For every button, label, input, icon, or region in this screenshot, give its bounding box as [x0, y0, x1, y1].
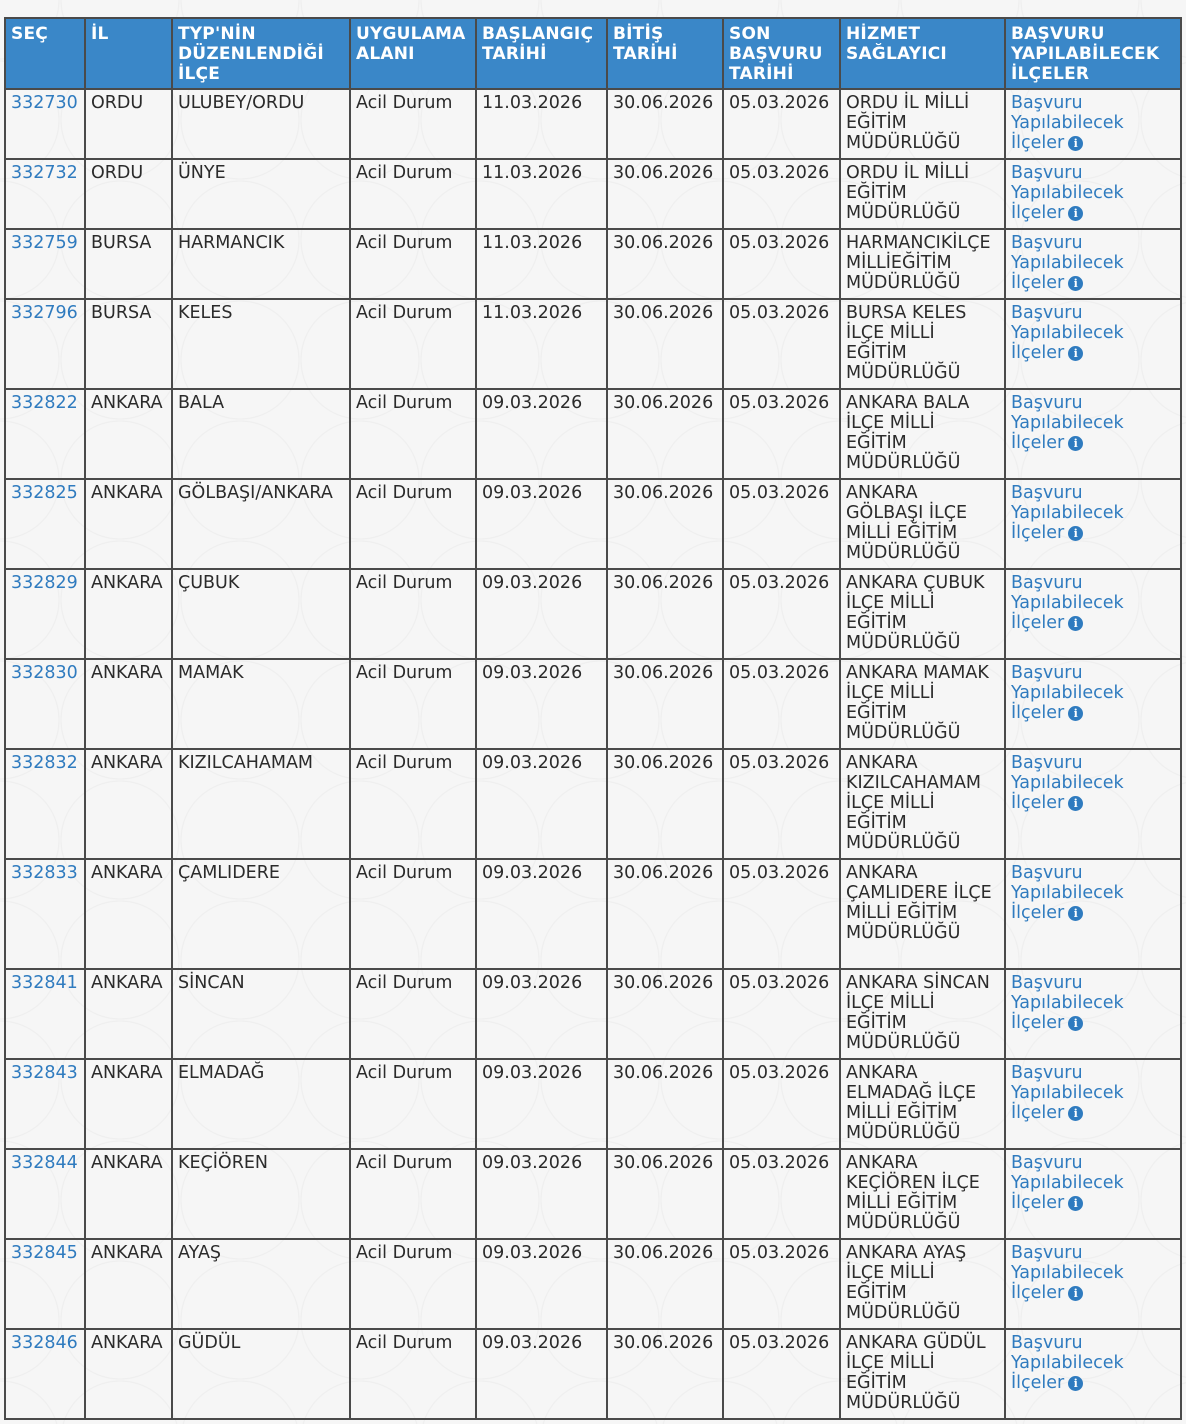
cell-bitis-tarihi: 30.06.2026 [607, 229, 723, 299]
header-il[interactable]: İL [85, 18, 172, 89]
cell-ilce: AYAŞ [172, 1239, 350, 1329]
cell-son-basvuru-tarihi: 05.03.2026 [723, 159, 840, 229]
cell-hizmet-saglayici: BURSA KELES İLÇE MİLLİ EĞİTİM MÜDÜRLÜĞÜ [840, 299, 1005, 389]
basvuru-ilceler-link[interactable] [1011, 483, 1124, 543]
cell-basvuru-ilceler [1005, 969, 1181, 1059]
cell-sec [5, 89, 85, 159]
cell-baslangic-tarihi: 09.03.2026 [476, 1239, 607, 1329]
cell-bitis-tarihi: 30.06.2026 [607, 159, 723, 229]
row-id-link[interactable]: 332796 [11, 303, 78, 323]
cell-baslangic-tarihi: 11.03.2026 [476, 89, 607, 159]
cell-baslangic-tarihi: 09.03.2026 [476, 1329, 607, 1419]
cell-basvuru-ilceler [1005, 1329, 1181, 1419]
header-sec[interactable]: SEÇ [5, 18, 85, 89]
cell-son-basvuru-tarihi: 05.03.2026 [723, 299, 840, 389]
cell-hizmet-saglayici: ANKARA MAMAK İLÇE MİLLİ EĞİTİM MÜDÜRLÜĞÜ [840, 659, 1005, 749]
cell-il: BURSA [85, 229, 172, 299]
cell-sec [5, 1239, 85, 1329]
cell-hizmet-saglayici: ORDU İL MİLLİ EĞİTİM MÜDÜRLÜĞÜ [840, 89, 1005, 159]
info-icon[interactable]: i [1068, 436, 1083, 451]
cell-ilce: ÜNYE [172, 159, 350, 229]
typ-listing-table [4, 17, 1182, 1420]
cell-baslangic-tarihi: 09.03.2026 [476, 1059, 607, 1149]
basvuru-ilceler-link[interactable] [1011, 573, 1124, 633]
basvuru-ilceler-link[interactable] [1011, 1243, 1124, 1303]
cell-son-basvuru-tarihi: 05.03.2026 [723, 569, 840, 659]
cell-basvuru-ilceler [1005, 749, 1181, 859]
cell-baslangic-tarihi: 09.03.2026 [476, 389, 607, 479]
cell-il: ANKARA [85, 479, 172, 569]
info-icon[interactable]: i [1068, 616, 1083, 631]
cell-sec [5, 479, 85, 569]
row-id-link[interactable]: 332759 [11, 233, 78, 253]
cell-hizmet-saglayici: ANKARA SİNCAN İLÇE MİLLİ EĞİTİM MÜDÜRLÜĞÜ [840, 969, 1005, 1059]
cell-bitis-tarihi: 30.06.2026 [607, 659, 723, 749]
cell-basvuru-ilceler [1005, 1239, 1181, 1329]
row-id-link[interactable]: 332832 [11, 753, 78, 773]
cell-uygulama-alani: Acil Durum [350, 859, 476, 969]
basvuru-ilceler-label: Başvuru Yapılabilecek İlçeler [1011, 1063, 1124, 1123]
basvuru-ilceler-label: Başvuru Yapılabilecek İlçeler [1011, 1333, 1124, 1393]
cell-uygulama-alani: Acil Durum [350, 1329, 476, 1419]
cell-bitis-tarihi: 30.06.2026 [607, 1329, 723, 1419]
cell-il: ANKARA [85, 389, 172, 479]
header-bitis-tarihi[interactable]: BİTİŞ TARİHİ [607, 18, 723, 89]
row-id-link[interactable]: 332846 [11, 1333, 78, 1353]
cell-bitis-tarihi: 30.06.2026 [607, 389, 723, 479]
cell-hizmet-saglayici: ORDU İL MİLLİ EĞİTİM MÜDÜRLÜĞÜ [840, 159, 1005, 229]
cell-uygulama-alani: Acil Durum [350, 89, 476, 159]
cell-ilce: SİNCAN [172, 969, 350, 1059]
row-id-link[interactable]: 332830 [11, 663, 78, 683]
row-id-link[interactable]: 332829 [11, 573, 78, 593]
row-id-link[interactable]: 332845 [11, 1243, 78, 1263]
cell-basvuru-ilceler [1005, 659, 1181, 749]
cell-hizmet-saglayici: ANKARA BALA İLÇE MİLLİ EĞİTİM MÜDÜRLÜĞÜ [840, 389, 1005, 479]
cell-bitis-tarihi: 30.06.2026 [607, 1239, 723, 1329]
cell-uygulama-alani: Acil Durum [350, 569, 476, 659]
cell-ilce: ÇAMLIDERE [172, 859, 350, 969]
cell-son-basvuru-tarihi: 05.03.2026 [723, 229, 840, 299]
cell-il: ANKARA [85, 659, 172, 749]
cell-hizmet-saglayici: ANKARA ELMADAĞ İLÇE MİLLİ EĞİTİM MÜDÜRLÜĞÜ [840, 1059, 1005, 1149]
cell-il: ANKARA [85, 1059, 172, 1149]
table-row [5, 1329, 1181, 1419]
header-basvuru-ilceler[interactable]: BAŞVURU YAPILABİLECEK İLÇELER [1005, 18, 1181, 89]
cell-uygulama-alani: Acil Durum [350, 479, 476, 569]
cell-son-basvuru-tarihi: 05.03.2026 [723, 1239, 840, 1329]
cell-uygulama-alani: Acil Durum [350, 969, 476, 1059]
cell-son-basvuru-tarihi: 05.03.2026 [723, 479, 840, 569]
cell-il: ANKARA [85, 969, 172, 1059]
cell-bitis-tarihi: 30.06.2026 [607, 749, 723, 859]
cell-son-basvuru-tarihi: 05.03.2026 [723, 969, 840, 1059]
basvuru-ilceler-label: Başvuru Yapılabilecek İlçeler [1011, 393, 1124, 453]
cell-il: ANKARA [85, 749, 172, 859]
row-id-link[interactable]: 332825 [11, 483, 78, 503]
info-icon[interactable]: i [1068, 136, 1083, 151]
cell-hizmet-saglayici: ANKARA ÇAMLIDERE İLÇE MİLLİ EĞİTİM MÜDÜRLÜĞÜ [840, 859, 1005, 969]
cell-son-basvuru-tarihi: 05.03.2026 [723, 859, 840, 969]
cell-son-basvuru-tarihi: 05.03.2026 [723, 89, 840, 159]
cell-baslangic-tarihi: 09.03.2026 [476, 569, 607, 659]
info-icon[interactable]: i [1068, 1196, 1083, 1211]
basvuru-ilceler-link[interactable] [1011, 233, 1124, 293]
table-row [5, 299, 1181, 389]
row-id-link[interactable]: 332822 [11, 393, 78, 413]
header-ilce[interactable]: TYP'NİN DÜZENLENDİĞİ İLÇE [172, 18, 350, 89]
cell-ilce: HARMANCIK [172, 229, 350, 299]
basvuru-ilceler-label: Başvuru Yapılabilecek İlçeler [1011, 753, 1124, 813]
table-row [5, 1059, 1181, 1149]
header-son-basvuru-tarihi[interactable]: SON BAŞVURU TARİHİ [723, 18, 840, 89]
cell-hizmet-saglayici: ANKARA AYAŞ İLÇE MİLLİ EĞİTİM MÜDÜRLÜĞÜ [840, 1239, 1005, 1329]
header-uygulama-alani[interactable]: UYGULAMA ALANI [350, 18, 476, 89]
cell-bitis-tarihi: 30.06.2026 [607, 89, 723, 159]
cell-ilce: KEÇİÖREN [172, 1149, 350, 1239]
cell-sec [5, 229, 85, 299]
info-icon[interactable]: i [1068, 1106, 1083, 1121]
table-header-row [5, 18, 1181, 89]
cell-uygulama-alani: Acil Durum [350, 659, 476, 749]
cell-uygulama-alani: Acil Durum [350, 749, 476, 859]
cell-uygulama-alani: Acil Durum [350, 1239, 476, 1329]
cell-il: ORDU [85, 159, 172, 229]
cell-sec [5, 859, 85, 969]
cell-ilce: KELES [172, 299, 350, 389]
cell-ilce: ÇUBUK [172, 569, 350, 659]
info-icon[interactable]: i [1068, 276, 1083, 291]
cell-sec [5, 389, 85, 479]
cell-uygulama-alani: Acil Durum [350, 229, 476, 299]
cell-baslangic-tarihi: 09.03.2026 [476, 859, 607, 969]
table-row [5, 479, 1181, 569]
cell-il: ANKARA [85, 1239, 172, 1329]
header-baslangic-tarihi[interactable]: BAŞLANGIÇ TARİHİ [476, 18, 607, 89]
row-id-link[interactable]: 332841 [11, 973, 78, 993]
cell-hizmet-saglayici: ANKARA GÖLBAŞI İLÇE MİLLİ EĞİTİM MÜDÜRLÜĞÜ [840, 479, 1005, 569]
cell-son-basvuru-tarihi: 05.03.2026 [723, 1059, 840, 1149]
info-icon[interactable]: i [1068, 1016, 1083, 1031]
cell-ilce: ULUBEY/ORDU [172, 89, 350, 159]
row-id-link[interactable]: 332730 [11, 93, 78, 113]
basvuru-ilceler-label: Başvuru Yapılabilecek İlçeler [1011, 573, 1124, 633]
basvuru-ilceler-label: Başvuru Yapılabilecek İlçeler [1011, 163, 1124, 223]
cell-hizmet-saglayici: HARMANCIKİLÇE MİLLİEĞİTİM MÜDÜRLÜĞÜ [840, 229, 1005, 299]
table-row [5, 89, 1181, 159]
info-icon[interactable]: i [1068, 1286, 1083, 1301]
basvuru-ilceler-label: Başvuru Yapılabilecek İlçeler [1011, 863, 1124, 923]
cell-basvuru-ilceler [1005, 389, 1181, 479]
cell-il: ORDU [85, 89, 172, 159]
cell-baslangic-tarihi: 09.03.2026 [476, 969, 607, 1059]
cell-sec [5, 159, 85, 229]
cell-ilce: BALA [172, 389, 350, 479]
info-icon[interactable]: i [1068, 796, 1083, 811]
basvuru-ilceler-link[interactable] [1011, 1153, 1124, 1213]
cell-basvuru-ilceler [1005, 89, 1181, 159]
cell-basvuru-ilceler [1005, 859, 1181, 969]
row-id-link[interactable]: 332833 [11, 863, 78, 883]
cell-basvuru-ilceler [1005, 569, 1181, 659]
basvuru-ilceler-label: Başvuru Yapılabilecek İlçeler [1011, 303, 1124, 363]
row-id-link[interactable]: 332844 [11, 1153, 78, 1173]
basvuru-ilceler-link[interactable] [1011, 753, 1124, 813]
table-row [5, 659, 1181, 749]
cell-baslangic-tarihi: 09.03.2026 [476, 1149, 607, 1239]
basvuru-ilceler-label: Başvuru Yapılabilecek İlçeler [1011, 233, 1124, 293]
basvuru-ilceler-link[interactable] [1011, 973, 1124, 1033]
info-icon[interactable]: i [1068, 346, 1083, 361]
cell-il: ANKARA [85, 569, 172, 659]
cell-uygulama-alani: Acil Durum [350, 299, 476, 389]
cell-sec [5, 659, 85, 749]
basvuru-ilceler-label: Başvuru Yapılabilecek İlçeler [1011, 1243, 1124, 1303]
info-icon[interactable]: i [1068, 526, 1083, 541]
cell-ilce: GÜDÜL [172, 1329, 350, 1419]
cell-il: ANKARA [85, 1149, 172, 1239]
cell-bitis-tarihi: 30.06.2026 [607, 479, 723, 569]
cell-hizmet-saglayici: ANKARA KIZILCAHAMAM İLÇE MİLLİ EĞİTİM MÜDÜRLÜĞÜ [840, 749, 1005, 859]
cell-uygulama-alani: Acil Durum [350, 389, 476, 479]
cell-il: BURSA [85, 299, 172, 389]
table-row [5, 749, 1181, 859]
cell-basvuru-ilceler [1005, 229, 1181, 299]
cell-basvuru-ilceler [1005, 479, 1181, 569]
cell-il: ANKARA [85, 1329, 172, 1419]
cell-basvuru-ilceler [1005, 1149, 1181, 1239]
cell-son-basvuru-tarihi: 05.03.2026 [723, 659, 840, 749]
cell-bitis-tarihi: 30.06.2026 [607, 1149, 723, 1239]
basvuru-ilceler-label: Başvuru Yapılabilecek İlçeler [1011, 93, 1124, 153]
cell-bitis-tarihi: 30.06.2026 [607, 859, 723, 969]
cell-baslangic-tarihi: 11.03.2026 [476, 229, 607, 299]
basvuru-ilceler-label: Başvuru Yapılabilecek İlçeler [1011, 973, 1124, 1033]
basvuru-ilceler-link[interactable] [1011, 1333, 1124, 1393]
cell-basvuru-ilceler [1005, 159, 1181, 229]
cell-hizmet-saglayici: ANKARA KEÇİÖREN İLÇE MİLLİ EĞİTİM MÜDÜRLÜĞÜ [840, 1149, 1005, 1239]
table-row [5, 389, 1181, 479]
cell-son-basvuru-tarihi: 05.03.2026 [723, 389, 840, 479]
row-id-link[interactable]: 332732 [11, 163, 78, 183]
table-row [5, 969, 1181, 1059]
cell-uygulama-alani: Acil Durum [350, 1149, 476, 1239]
cell-ilce: ELMADAĞ [172, 1059, 350, 1149]
cell-bitis-tarihi: 30.06.2026 [607, 569, 723, 659]
basvuru-ilceler-link[interactable] [1011, 393, 1124, 453]
cell-son-basvuru-tarihi: 05.03.2026 [723, 1149, 840, 1239]
cell-sec [5, 1329, 85, 1419]
cell-basvuru-ilceler [1005, 1059, 1181, 1149]
cell-bitis-tarihi: 30.06.2026 [607, 969, 723, 1059]
cell-baslangic-tarihi: 11.03.2026 [476, 159, 607, 229]
cell-baslangic-tarihi: 09.03.2026 [476, 659, 607, 749]
header-hizmet-saglayici[interactable]: HİZMET SAĞLAYICI [840, 18, 1005, 89]
basvuru-ilceler-link[interactable] [1011, 863, 1124, 923]
cell-hizmet-saglayici: ANKARA ÇUBUK İLÇE MİLLİ EĞİTİM MÜDÜRLÜĞÜ [840, 569, 1005, 659]
cell-baslangic-tarihi: 11.03.2026 [476, 299, 607, 389]
basvuru-ilceler-link[interactable] [1011, 303, 1124, 363]
table-row [5, 1239, 1181, 1329]
cell-hizmet-saglayici: ANKARA GÜDÜL İLÇE MİLLİ EĞİTİM MÜDÜRLÜĞÜ [840, 1329, 1005, 1419]
cell-sec [5, 299, 85, 389]
row-id-link[interactable]: 332843 [11, 1063, 78, 1083]
cell-bitis-tarihi: 30.06.2026 [607, 1059, 723, 1149]
cell-sec [5, 1059, 85, 1149]
cell-uygulama-alani: Acil Durum [350, 159, 476, 229]
basvuru-ilceler-label: Başvuru Yapılabilecek İlçeler [1011, 1153, 1124, 1213]
table-row [5, 569, 1181, 659]
basvuru-ilceler-link[interactable] [1011, 663, 1124, 723]
table-row [5, 859, 1181, 969]
table-row [5, 159, 1181, 229]
cell-sec [5, 749, 85, 859]
cell-sec [5, 569, 85, 659]
cell-son-basvuru-tarihi: 05.03.2026 [723, 749, 840, 859]
basvuru-ilceler-link[interactable] [1011, 93, 1124, 153]
cell-baslangic-tarihi: 09.03.2026 [476, 749, 607, 859]
info-icon[interactable]: i [1068, 206, 1083, 221]
basvuru-ilceler-link[interactable] [1011, 1063, 1124, 1123]
cell-ilce: MAMAK [172, 659, 350, 749]
cell-ilce: GÖLBAŞI/ANKARA [172, 479, 350, 569]
table-row [5, 229, 1181, 299]
cell-ilce: KIZILCAHAMAM [172, 749, 350, 859]
info-icon[interactable]: i [1068, 706, 1083, 721]
cell-son-basvuru-tarihi: 05.03.2026 [723, 1329, 840, 1419]
info-icon[interactable]: i [1068, 906, 1083, 921]
info-icon[interactable]: i [1068, 1376, 1083, 1391]
basvuru-ilceler-link[interactable] [1011, 163, 1124, 223]
cell-il: ANKARA [85, 859, 172, 969]
cell-uygulama-alani: Acil Durum [350, 1059, 476, 1149]
table-row [5, 1149, 1181, 1239]
basvuru-ilceler-label: Başvuru Yapılabilecek İlçeler [1011, 663, 1124, 723]
cell-bitis-tarihi: 30.06.2026 [607, 299, 723, 389]
basvuru-ilceler-label: Başvuru Yapılabilecek İlçeler [1011, 483, 1124, 543]
cell-sec [5, 969, 85, 1059]
cell-sec [5, 1149, 85, 1239]
cell-baslangic-tarihi: 09.03.2026 [476, 479, 607, 569]
cell-basvuru-ilceler [1005, 299, 1181, 389]
